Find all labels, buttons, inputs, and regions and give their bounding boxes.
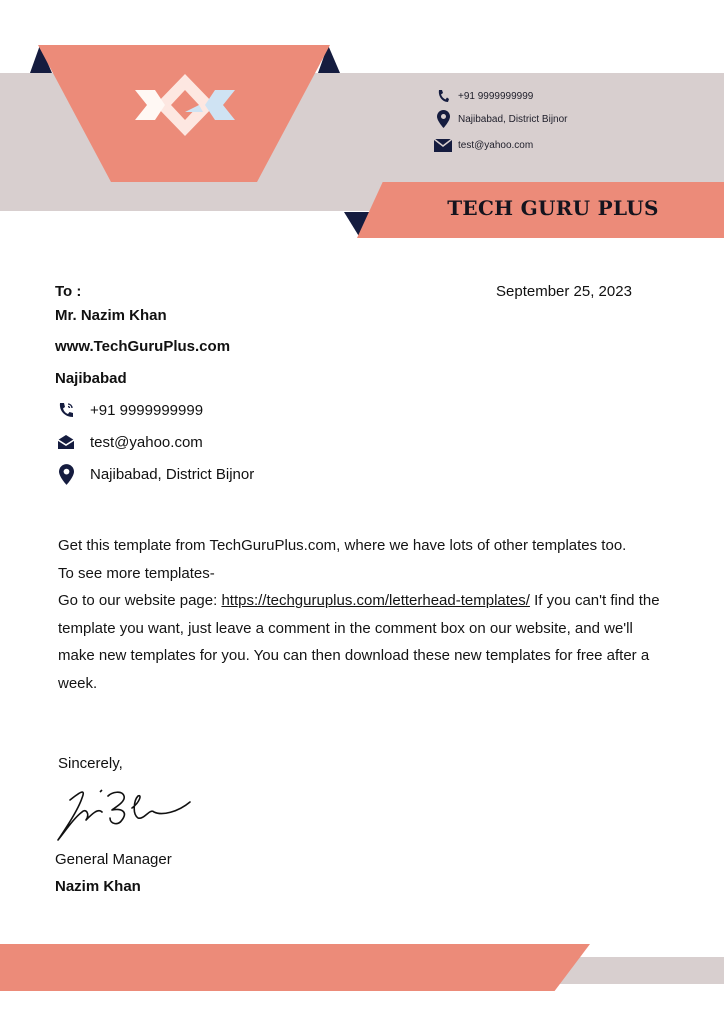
footer-coral-band — [0, 944, 590, 991]
body-line: To see more templates- — [58, 564, 215, 582]
signer-title: General Manager — [55, 851, 172, 868]
phone-icon — [55, 399, 77, 421]
phone-icon — [434, 87, 452, 105]
envelope-icon — [434, 136, 452, 154]
header-address-text: Najibabad, District Bijnor — [458, 113, 568, 125]
recipient-email-text: test@yahoo.com — [90, 433, 203, 451]
recipient-phone — [55, 399, 203, 421]
recipient-phone-text: +91 9999999999 — [90, 401, 204, 419]
envelope-open-icon — [55, 431, 77, 453]
company-logo — [133, 72, 237, 138]
signature — [52, 778, 197, 848]
header-phone — [434, 87, 533, 105]
footer-gray-band — [560, 957, 724, 984]
letter-date: September 25, 2023 — [496, 283, 632, 300]
recipient-address — [55, 463, 254, 485]
company-name: TECH GURU PLUS — [447, 196, 659, 220]
signer-name: Nazim Khan — [55, 878, 141, 895]
recipient-city: Najibabad — [55, 370, 127, 387]
closing: Sincerely, — [58, 755, 123, 772]
header-phone-text: +91 9999999999 — [458, 90, 534, 102]
body-paragraph — [58, 587, 673, 697]
recipient-website: www.TechGuruPlus.com — [55, 338, 231, 355]
body-line-prefix: Go to our website page: — [58, 592, 222, 609]
templates-link[interactable]: https://techguruplus.com/letterhead-templates/ — [221, 592, 530, 609]
header-email-text: test@yahoo.com — [458, 139, 534, 151]
location-pin-icon — [434, 110, 452, 128]
recipient-email — [55, 431, 203, 453]
to-label: To : — [55, 283, 82, 300]
body-rest: If you can't find the template you want, just leave a comment in the comment box on our website, and we'll make new templates for you. You can then download these new templates for free after a week. — [58, 592, 660, 692]
location-pin-icon — [55, 463, 77, 485]
recipient-name: Mr. Nazim Khan — [55, 307, 167, 324]
header-email — [434, 136, 533, 154]
body-line: Get this template from TechGuruPlus.com, where we have lots of other templates too. — [58, 537, 627, 554]
recipient-address-text: Najibabad, District Bijnor — [90, 465, 255, 483]
letter-body — [58, 532, 673, 697]
header-address — [434, 110, 568, 128]
